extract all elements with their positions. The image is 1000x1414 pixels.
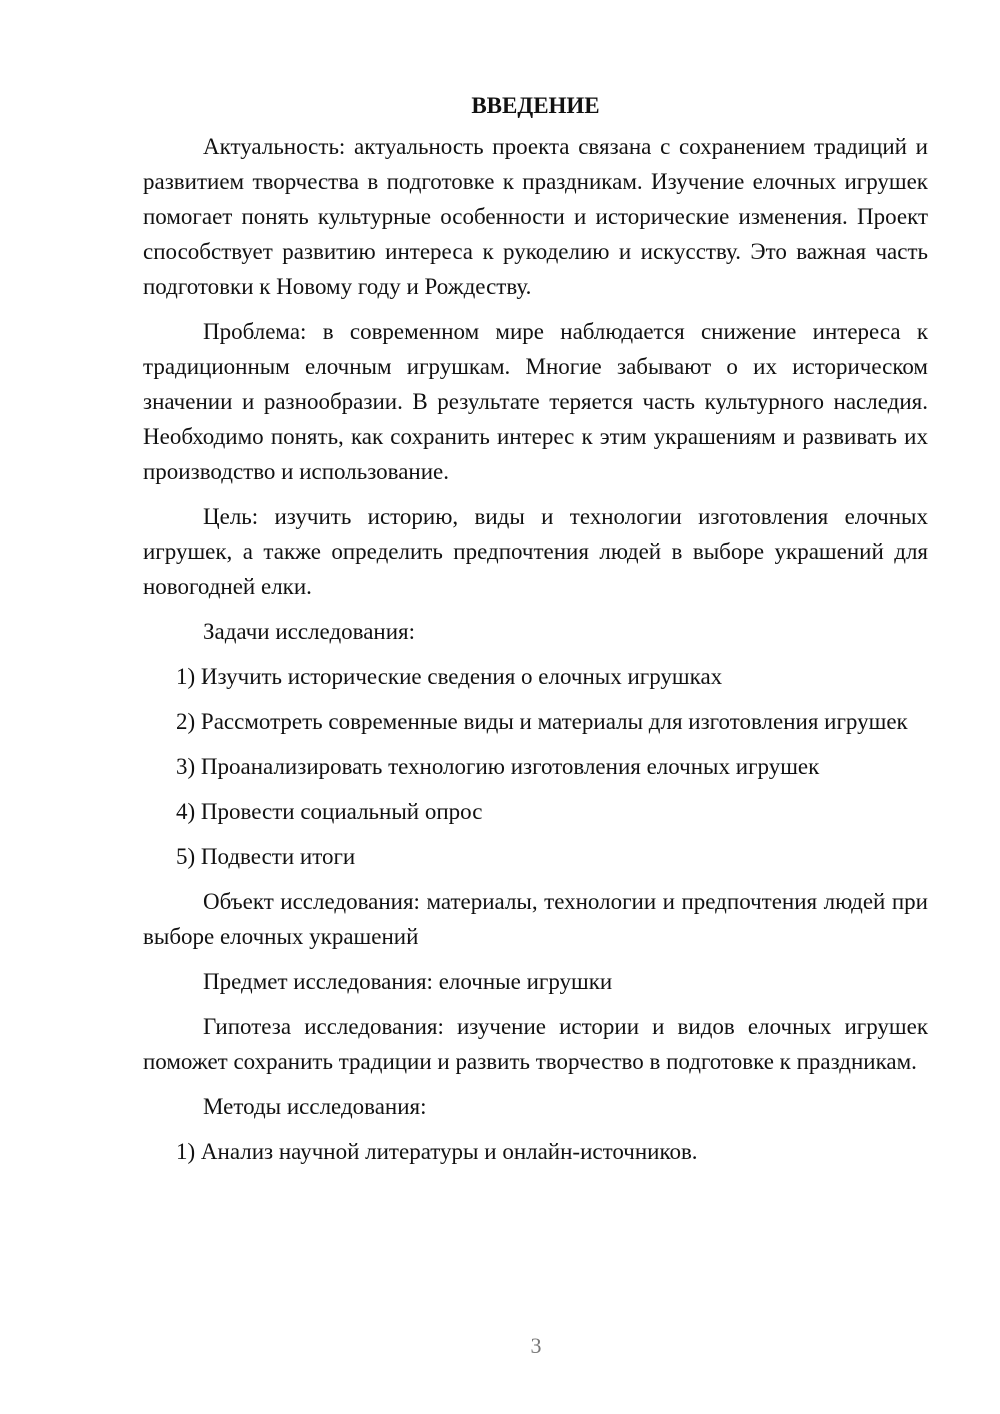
task-item: 1) Изучить исторические сведения о елочных игрушках [176,664,723,689]
task-item: 2) Рассмотреть современные виды и материалы для изготовления игрушек [176,709,908,734]
page-number: 3 [530,1333,542,1358]
subject-paragraph: Предмет исследования: елочные игрушки [203,969,613,994]
task-item: 5) Подвести итоги [176,844,356,869]
methods-heading: Методы исследования: [203,1094,427,1119]
page-content [143,88,928,1179]
goal-paragraph: Цель: изучить историю, виды и технологии изготовления елочных игрушек, а также определить предпочтения людей в выборе украшений для новогодней елки. [143,504,928,599]
method-item: 1) Анализ научной литературы и онлайн-источников. [176,1139,698,1164]
section-title: ВВЕДЕНИЕ [471,93,600,118]
hypothesis-paragraph: Гипотеза исследования: изучение истории и видов елочных игрушек поможет сохранить традиции и развить творчество в подготовке к праздникам. [143,1014,928,1074]
task-item: 3) Проанализировать технологию изготовления елочных игрушек [176,754,820,779]
problem-paragraph: Проблема: в современном мире наблюдается снижение интереса к традиционным елочным игрушкам. Многие забывают о их историческом значении и разнообразии. В результате теряется часть культурного наследия. Необходимо понять, как сохранить интерес к этим украшениям и развивать их производство и использование. [143,319,928,484]
tasks-heading: Задачи исследования: [203,619,416,644]
task-item: 4) Провести социальный опрос [176,799,483,824]
object-paragraph: Объект исследования: материалы, технологии и предпочтения людей при выборе елочных украшений [143,889,928,949]
relevance-paragraph: Актуальность: актуальность проекта связана с сохранением традиций и развитием творчества в подготовке к праздникам. Изучение елочных игрушек помогает понять культурные особенности и исторические изменения. Проект способствует развитию интереса к рукоделию и искусству. Это важная часть подготовки к Новому году и Рождеству. [143,134,928,299]
